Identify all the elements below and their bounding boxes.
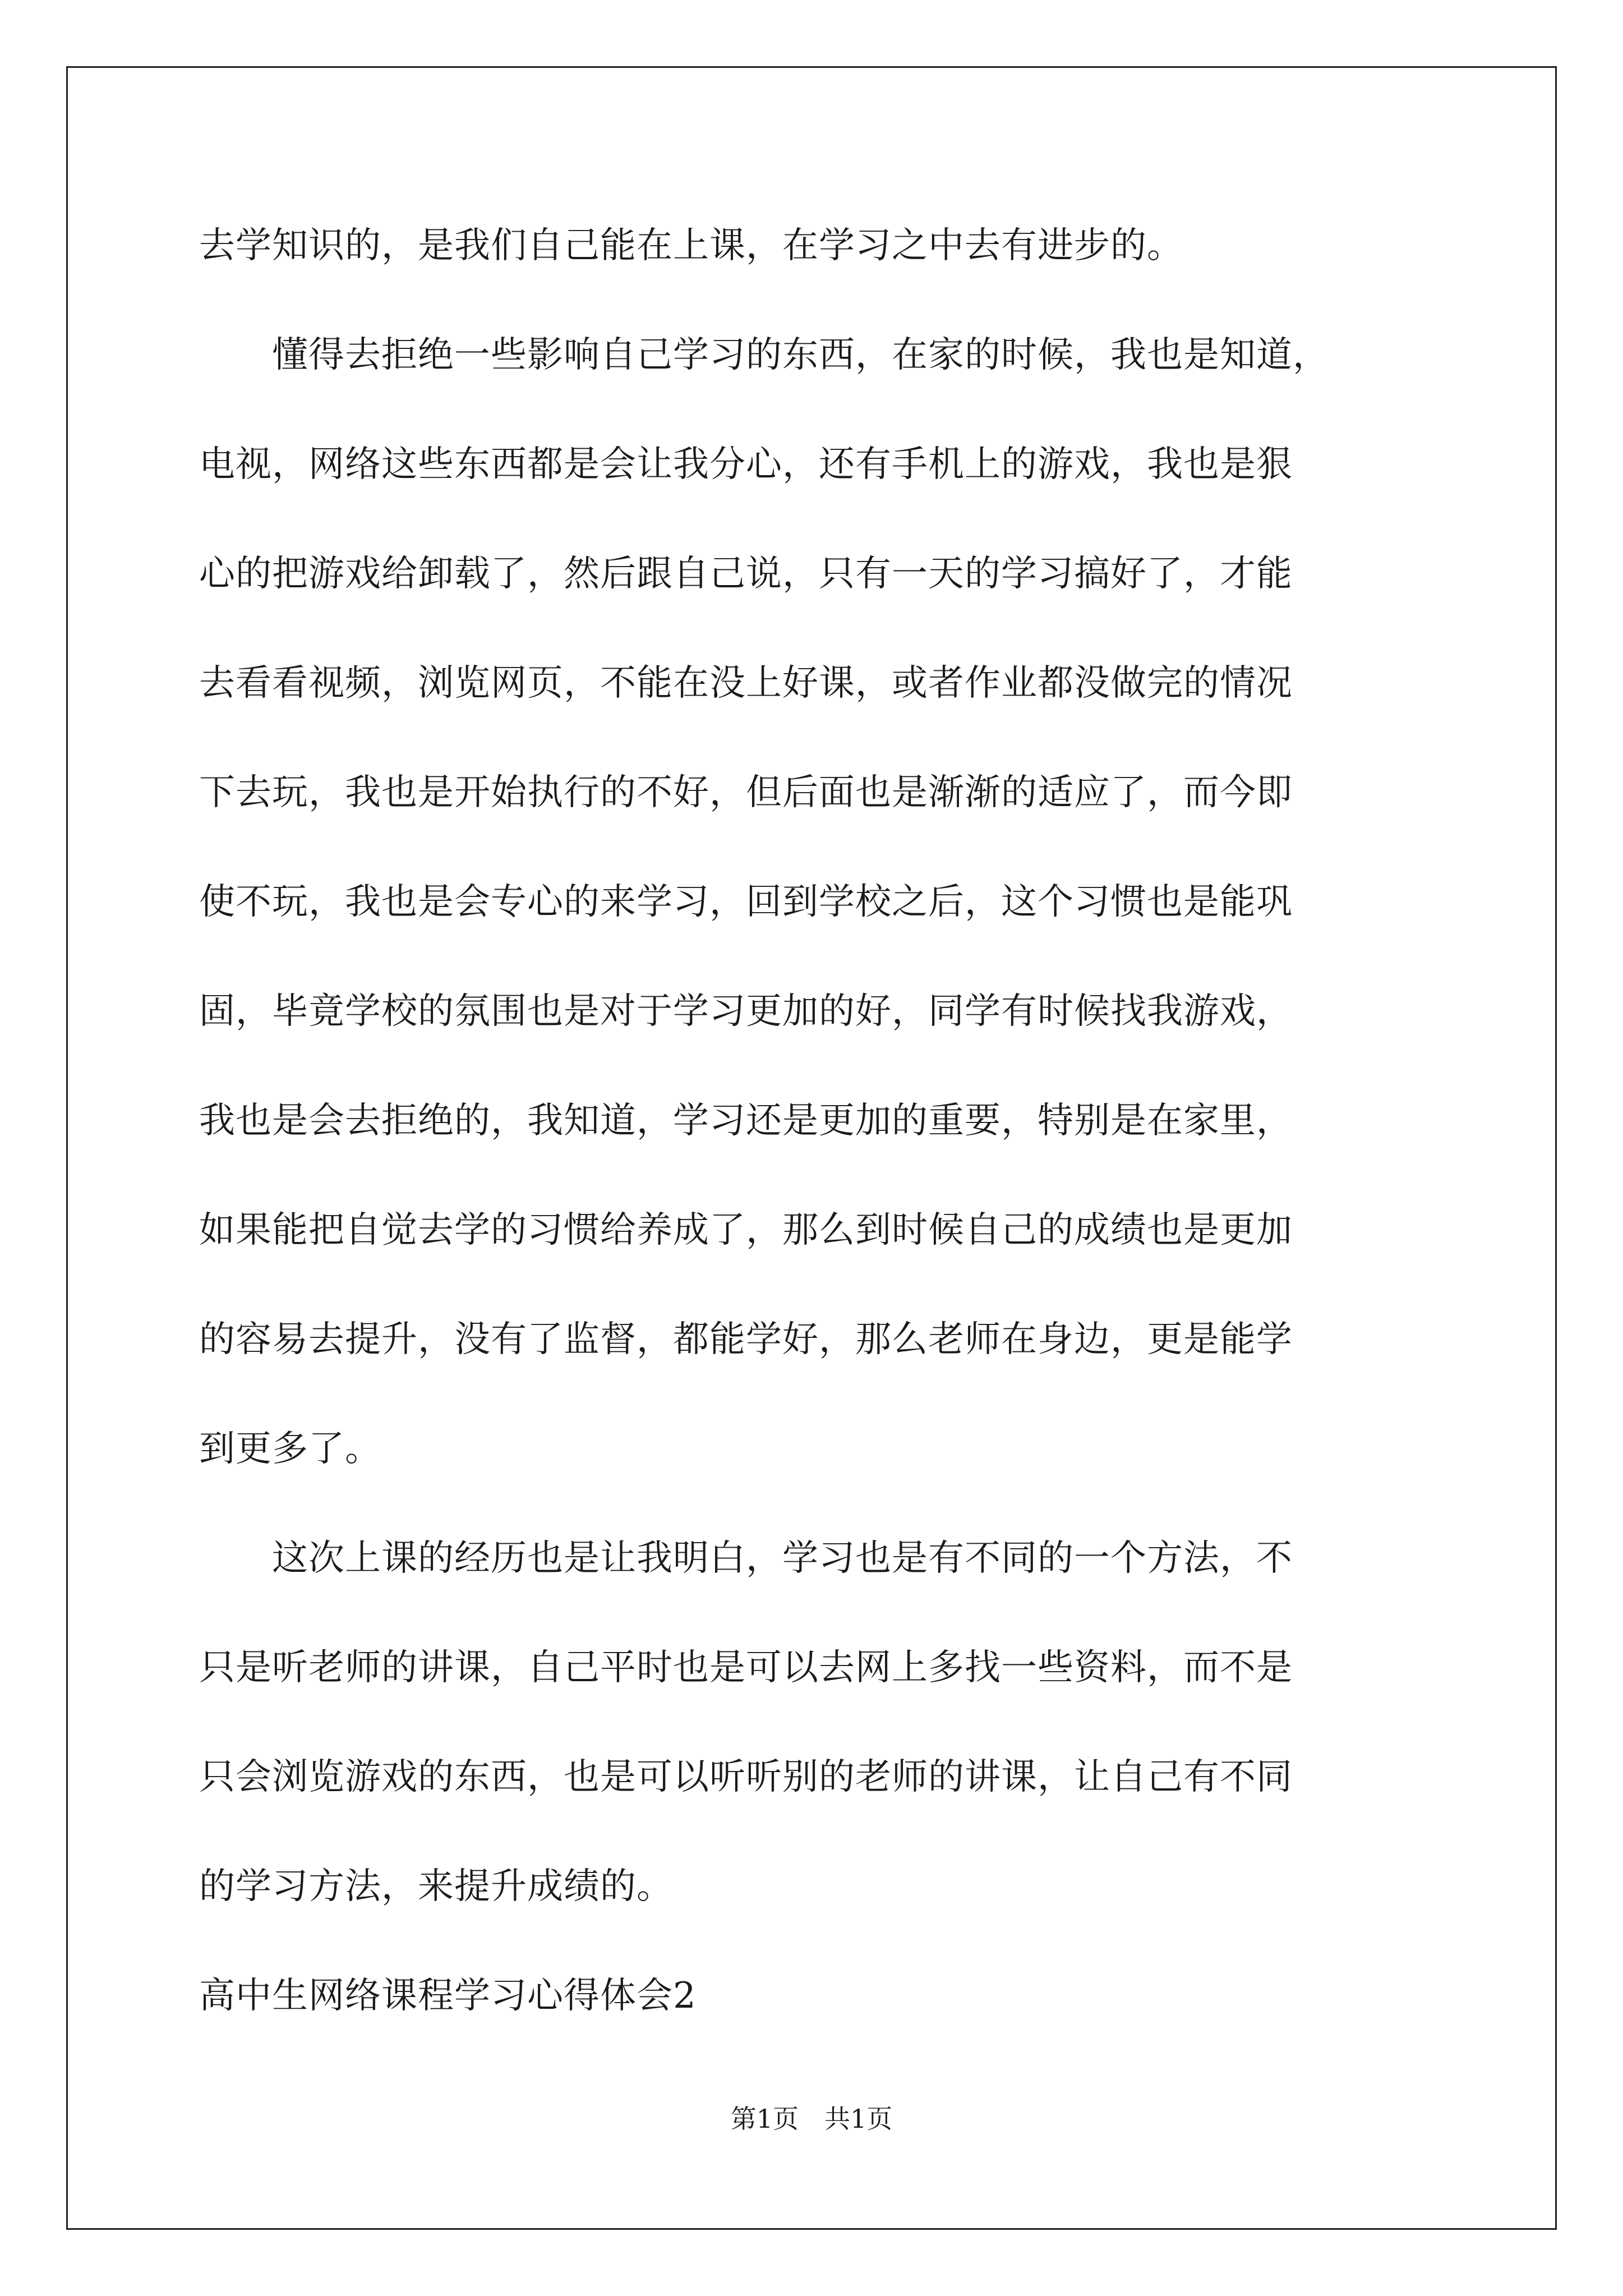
paragraph-line: 电视，网络这些东西都是会让我分心，还有手机上的游戏，我也是狠 (199, 444, 1293, 485)
paragraph-line: 去看看视频，浏览网页，不能在没上好课，或者作业都没做完的情况 (199, 662, 1293, 704)
paragraph-line: 的容易去提升，没有了监督，都能学好，那么老师在身边，更是能学 (199, 1319, 1293, 1360)
paragraph-line: 这次上课的经历也是让我明白，学习也是有不同的一个方法，不 (199, 1538, 1293, 1579)
paragraph-line: 我也是会去拒绝的，我知道，学习还是更加的重要，特别是在家里， (199, 1100, 1293, 1142)
paragraph-line: 去学知识的，是我们自己能在上课，在学习之中去有进步的。 (199, 225, 1183, 266)
paragraph-line: 懂得去拒绝一些影响自己学习的东西，在家的时候，我也是知道， (199, 334, 1329, 376)
paragraph-line: 使不玩，我也是会专心的来学习，回到学校之后，这个习惯也是能巩 (199, 881, 1293, 923)
paragraph-line: 心的把游戏给卸载了，然后跟自己说，只有一天的学习搞好了，才能 (199, 553, 1293, 595)
paragraph-line: 如果能把自觉去学的习惯给养成了，那么到时候自己的成绩也是更加 (199, 1209, 1293, 1251)
paragraph-line: 到更多了。 (199, 1428, 381, 1470)
section-title: 高中生网络课程学习心得体会2 (199, 1975, 697, 2017)
paragraph-line: 的学习方法，来提升成绩的。 (199, 1866, 673, 1907)
paragraph-line: 只会浏览游戏的东西，也是可以听听别的老师的讲课，让自己有不同 (199, 1756, 1293, 1798)
paragraph-line: 只是听老师的讲课，自己平时也是可以去网上多找一些资料，而不是 (199, 1647, 1293, 1688)
page-footer: 第1页 共1页 (730, 2104, 893, 2134)
paragraph-line: 固，毕竟学校的氛围也是对于学习更加的好，同学有时候找我游戏， (199, 991, 1293, 1032)
paragraph-line: 下去玩，我也是开始执行的不好，但后面也是渐渐的适应了，而今即 (199, 772, 1293, 813)
